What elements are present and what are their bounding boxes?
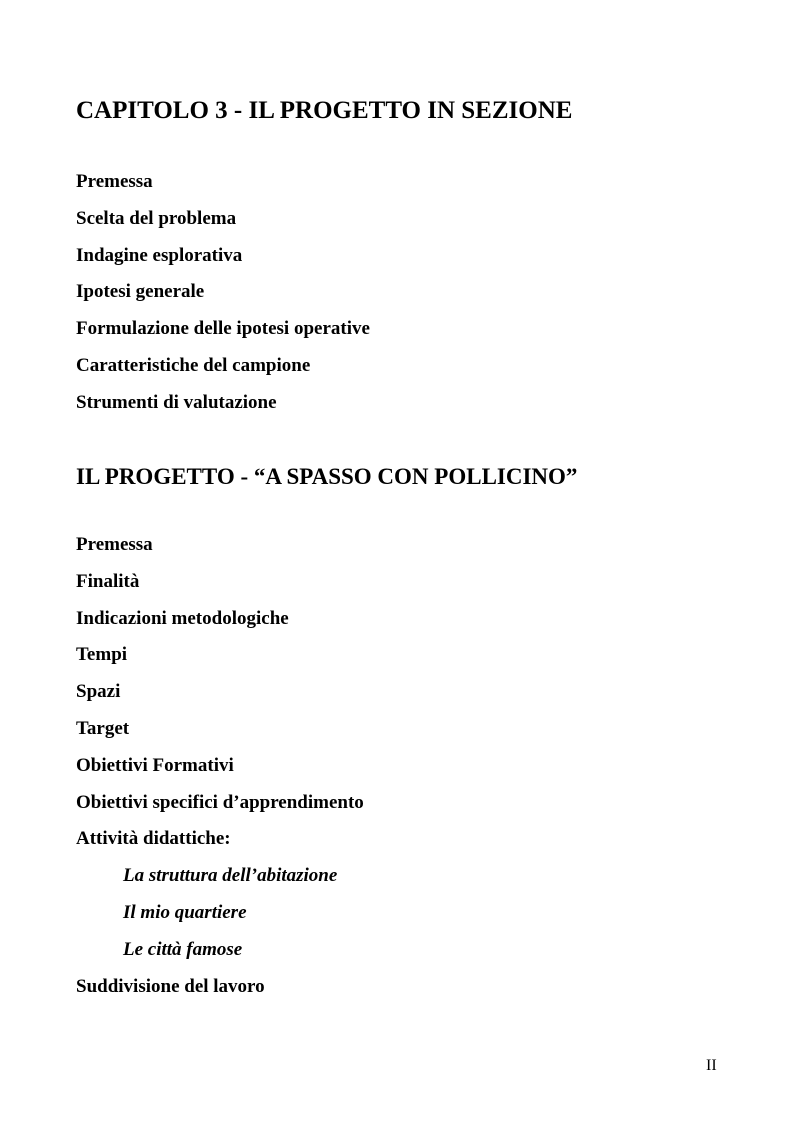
list-item: Obiettivi Formativi [76, 754, 234, 776]
list-item: Spazi [76, 681, 121, 703]
activity-sub-item: La struttura dell’abitazione [123, 865, 338, 887]
project-contents-list [76, 533, 364, 1011]
list-item: Attività didattiche: [76, 828, 231, 850]
list-item: Indagine esplorativa [76, 244, 243, 266]
list-item: Caratteristiche del campione [76, 354, 311, 376]
activity-sub-item: Le città famose [123, 938, 243, 960]
list-item: Obiettivi specifici d’apprendimento [76, 791, 364, 813]
list-item: Tempi [76, 644, 128, 666]
chapter-title: CAPITOLO 3 - IL PROGETTO IN SEZIONE [76, 97, 573, 124]
project-title: IL PROGETTO - “A SPASSO CON POLLICINO” [76, 464, 578, 489]
list-item: Indicazioni metodologiche [76, 607, 289, 629]
chapter-contents-list [76, 170, 370, 428]
list-item: Suddivisione del lavoro [76, 975, 265, 997]
list-item: Premessa [76, 534, 153, 555]
list-item: Formulazione delle ipotesi operative [76, 318, 370, 340]
list-item: Strumenti di valutazione [76, 391, 277, 413]
activity-sub-item: Il mio quartiere [123, 901, 247, 923]
list-item: Ipotesi generale [76, 281, 205, 303]
list-item: Finalità [76, 570, 140, 592]
list-item: Scelta del problema [76, 207, 237, 229]
list-item: Premessa [76, 171, 153, 192]
page-number: II [706, 1057, 717, 1074]
list-item: Target [76, 717, 130, 739]
